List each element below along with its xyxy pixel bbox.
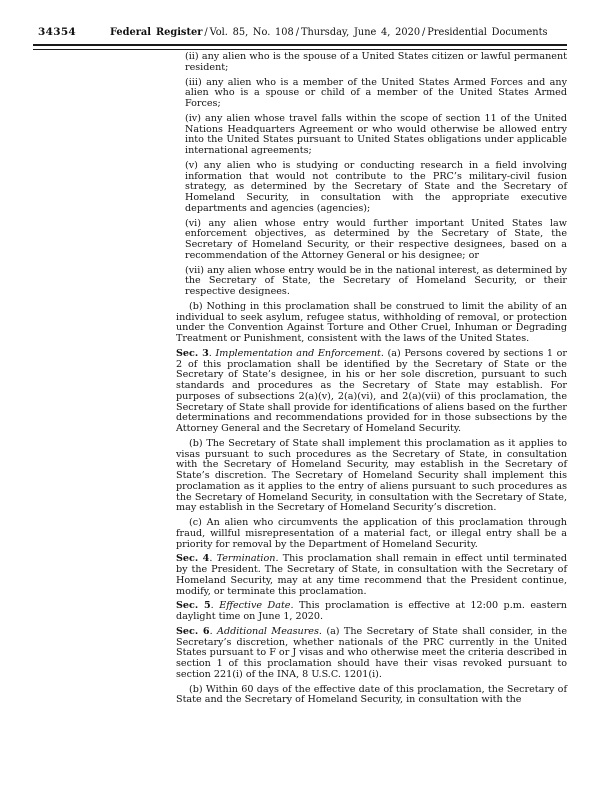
issue-info: / Vol. 85, No. 108 / Thursday, June 4, 2020 / Presidential Documents — [202, 26, 548, 38]
subsection-paragraph: (b) Nothing in this proclamation shall be construed to limit the ability of an individual to seek asylum, refugee status, withholding of removal, or protection under the Convention Against Torture and Other Cruel, Inhuman or Degrading Treatment or Punishment, consistent with the laws of the United States. — [176, 300, 567, 344]
subsection-paragraph: (b) The Secretary of State shall implement this proclamation as it applies to visas pursuant to such procedures as the Secretary of State, in consultation with the Secretary of Homeland Security, may establish in the Secretary of State’s discretion. The Secretary of Homeland Security shall implement this proclamation as it applies to the entry of aliens pursuant to such procedures as the Secretary of Homeland Security, in consultation with the Secretary of State, may establish in the Secretary of Homeland Security’s discretion. — [176, 437, 567, 514]
section-title: Implementation and Enforcement. — [215, 347, 384, 359]
header-citation — [110, 27, 548, 38]
subsection-paragraph: (b) Within 60 days of the effective date of this proclamation, the Secretary of State and the Secretary of Homeland Security, in consultation with the — [176, 683, 567, 706]
section-number: Sec. 3 — [176, 347, 209, 359]
list-item-paragraph: (iii) any alien who is a member of the United States Armed Forces and any alien who is a spouse or child of a member of the United States Armed Forces; — [185, 76, 567, 109]
list-item-paragraph: (ii) any alien who is the spouse of a United States citizen or lawful permanent resident; — [185, 51, 567, 73]
page-header — [0, 26, 606, 40]
header-double-rule — [33, 44, 567, 50]
section-number: Sec. 5 — [176, 600, 211, 612]
page-number: 34354 — [38, 26, 77, 38]
section-title: Effective Date. — [219, 600, 294, 612]
list-item-paragraph: (vi) any alien whose entry would further important United States law enforcement objectives, as determined by the Secretary of State, the Secretary of Homeland Security, or their respective designees, based on a recommendation of the Attorney General or his designee; or — [185, 217, 567, 261]
section-number: Sec. 4 — [176, 553, 210, 565]
section-paragraph: Sec. 6. Additional Measures. (a) The Secretary of State shall consider, in the Secretary’s discretion, whether nationals of the PRC currently in the United States pursuant to F or J visas and who otherwise meet the criteria described in section 1 of this proclamation should have their visas revoked pursuant to section 221(i) of the INA, 8 U.S.C. 1201(i). — [176, 625, 568, 680]
list-item-paragraph: (vii) any alien whose entry would be in the national interest, as determined by the Secretary of State, the Secretary of Homeland Security, or their respective designees. — [185, 264, 567, 297]
section-paragraph: Sec. 5. Effective Date. This proclamation is effective at 12:00 p.m. eastern daylight time on June 1, 2020. — [176, 600, 567, 622]
list-item-paragraph: (iv) any alien whose travel falls within the scope of section 11 of the United Nations Headquarters Agreement or who would otherwise be allowed entry into the United States pursuant to United States obligations under applicable international agreements; — [185, 112, 567, 156]
section-paragraph: Sec. 4. Termination. This proclamation shall remain in effect until terminated by the President. The Secretary of State, in consultation with the Secretary of Homeland Security, may at any time recommend that the President continue, modify, or terminate this proclamation. — [176, 553, 567, 597]
section-paragraph: Sec. 3. Implementation and Enforcement. (a) Persons covered by sections 1 or 2 of this proclamation shall be identified by the Secretary of State or the Secretary of State’s designee, in his or her sole discretion, pursuant to such standards and procedures as the Secretary of State may establish. For purposes of subsections 2(a)(v), 2(a)(vi), and 2(a)(vii) of this proclamation, the Secretary of State shall provide for identifications of aliens based on the further determinations and recommendations provided for in those subsections by the Attorney General and the Secretary of Homeland Security. — [176, 347, 567, 434]
list-item-paragraph: (v) any alien who is studying or conducting research in a field involving information that would not contribute to the PRC’s military-civil fusion strategy, as determined by the Secretary of State and the Secretary of Homeland Security, in consultation with the appropriate executive departments and agencies (agencies); — [185, 159, 567, 214]
subsection-paragraph: (c) An alien who circumvents the application of this proclamation through fraud, willful misrepresentation of a material fact, or illegal entry shall be a priority for removal by the Department of Homeland Security. — [176, 517, 567, 550]
section-title: Termination. — [216, 553, 279, 565]
journal-name: Federal Register — [110, 26, 203, 38]
section-number: Sec. 6 — [176, 625, 210, 637]
section-title: Additional Measures. — [217, 625, 322, 637]
document-body — [176, 52, 567, 710]
